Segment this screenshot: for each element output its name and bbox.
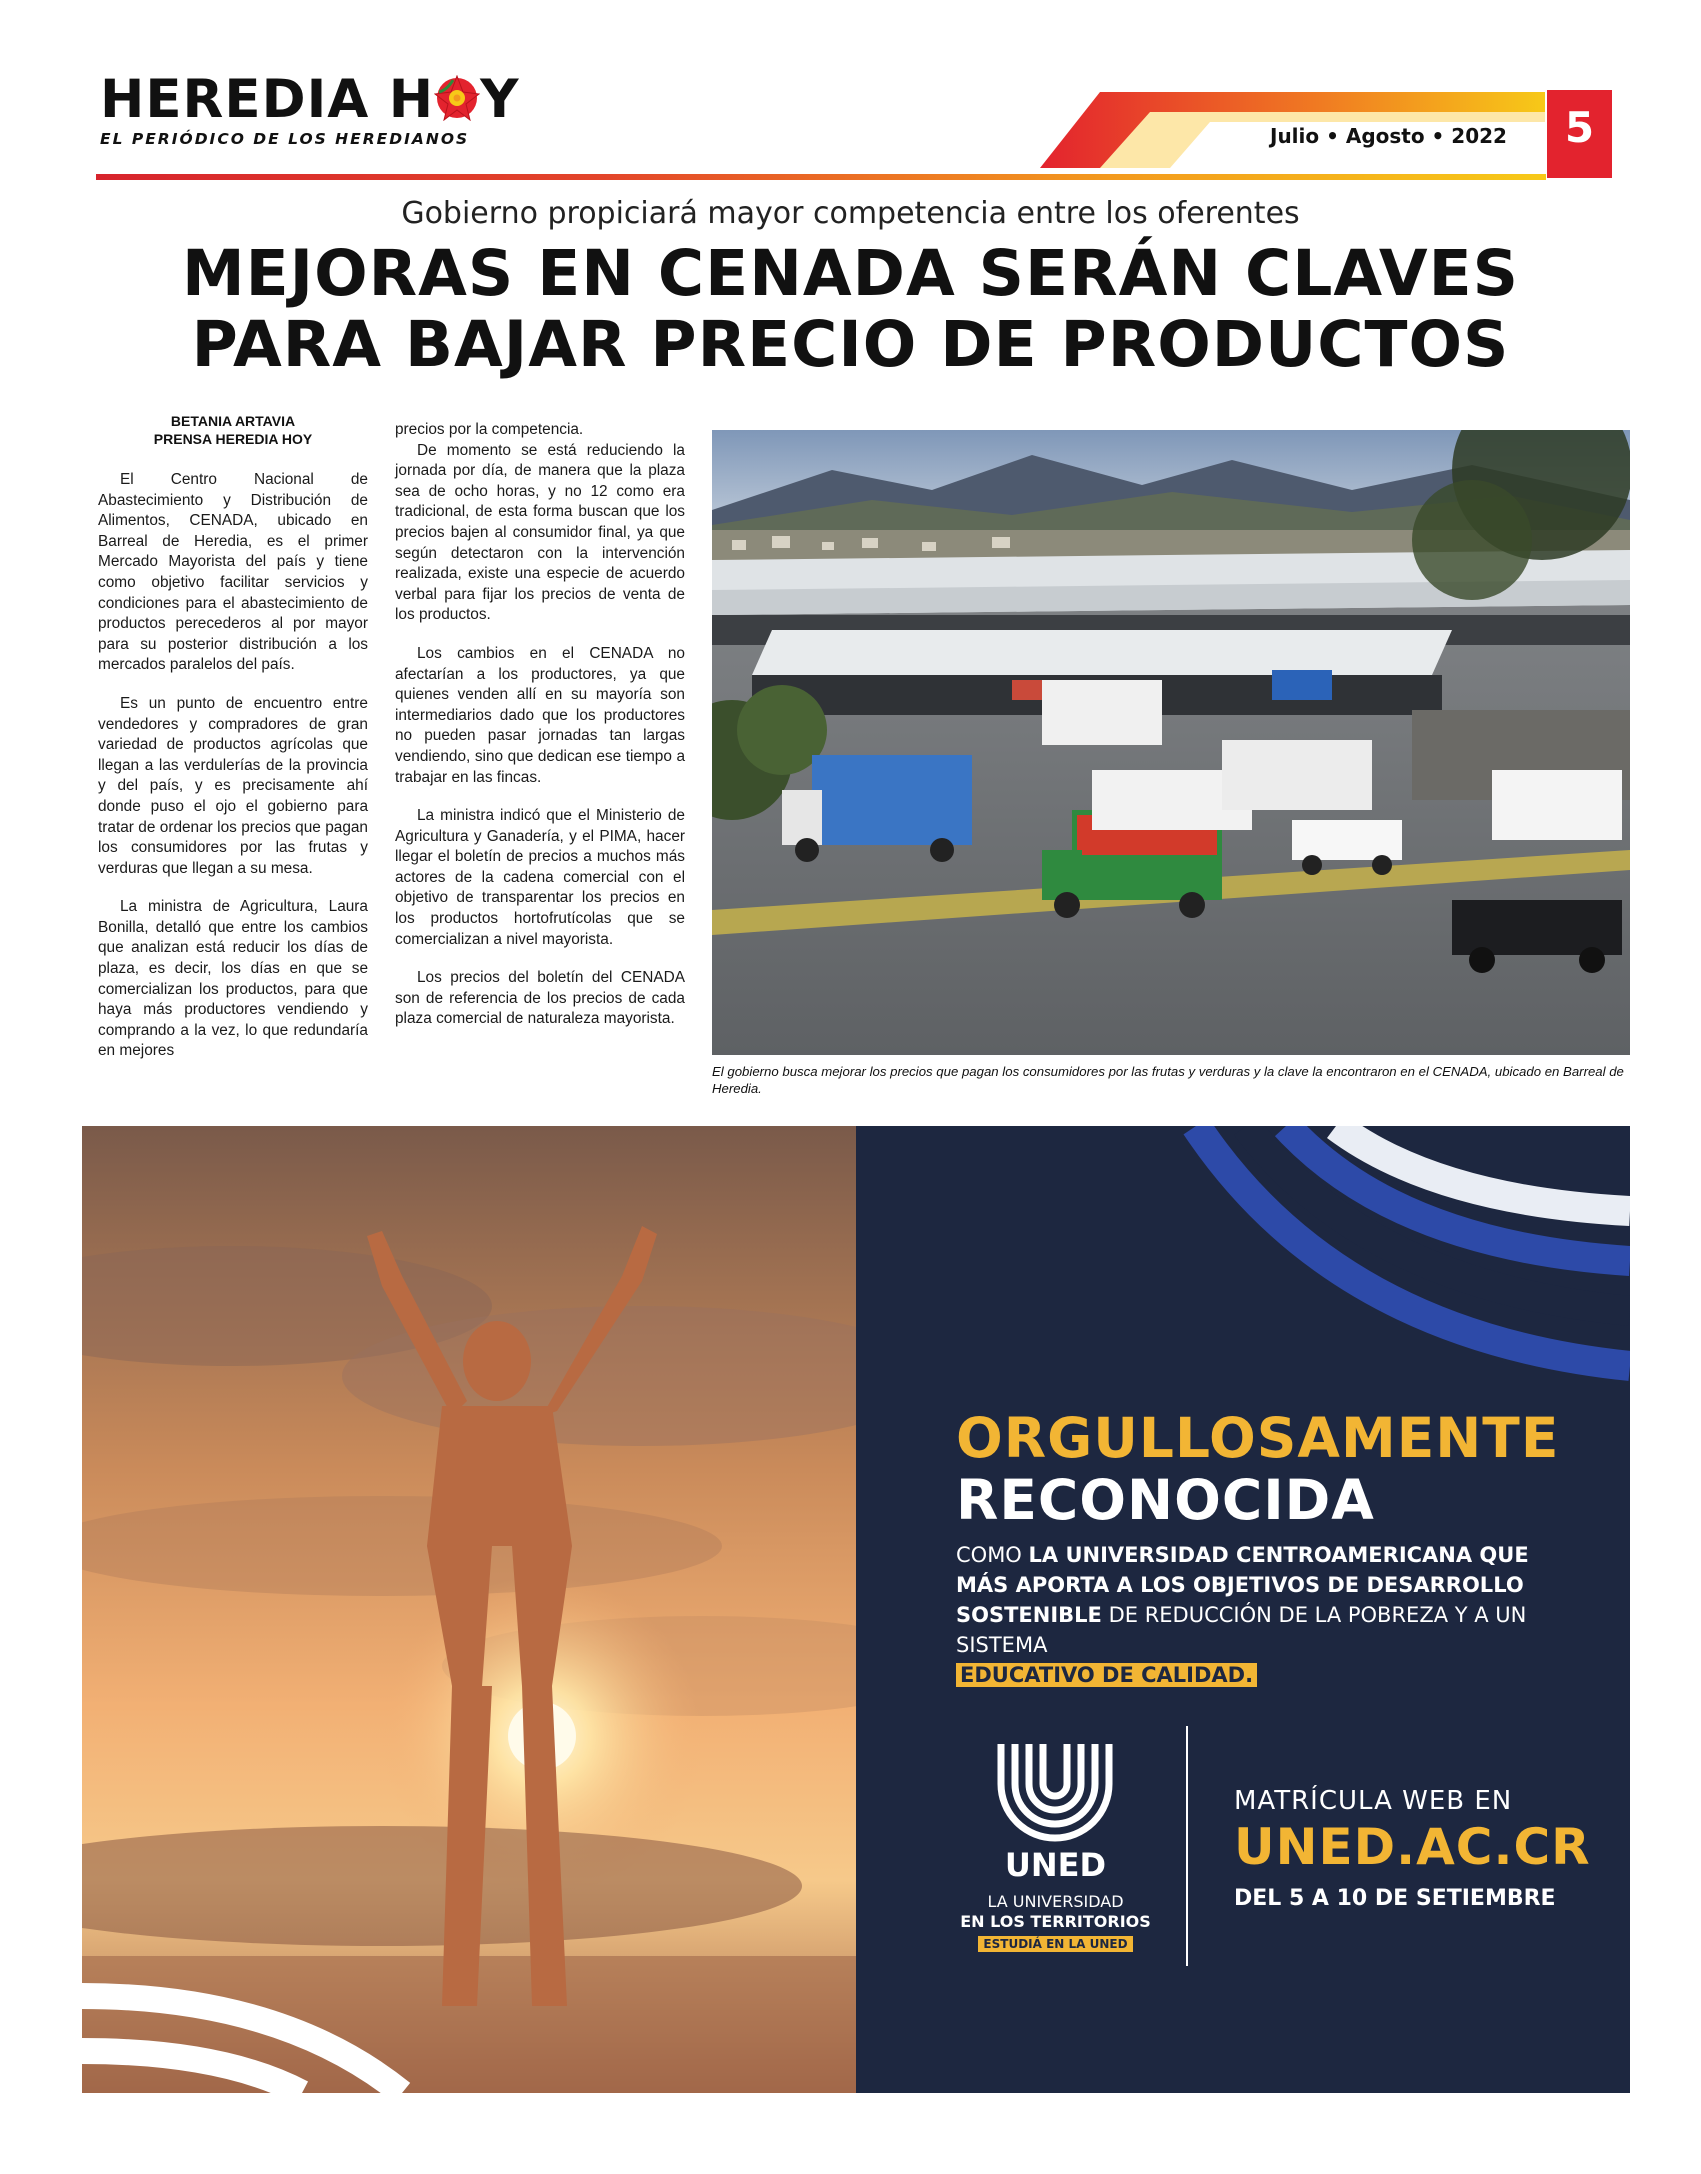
- paragraph: La ministra de Agricultura, Laura Bonilla, detalló que entre los cambios que analizan está reducir los días de plaza, es decir, los días en que se comercializan los productos, para que haya más productores vendiendo y comprando a la vez, lo que redundaría en mejores: [98, 898, 368, 1060]
- ad-sunset-photo: [82, 1126, 856, 2093]
- paragraph: Es un punto de encuentro entre vendedores y compradores de gran variedad de productos agrícolas que llegan a las verdulerías de la provincia y del país, y es precisamente ahí donde puso el ojo el gobierno para tratar de ordenar los precios que pagan los consumidores por las frutas y verduras que llegan a su mesa.: [98, 694, 368, 877]
- headline-line-2: PARA BAJAR PRECIO DE PRODUCTOS: [191, 308, 1510, 381]
- matricula-url: UNED.AC.CR: [1234, 1818, 1591, 1876]
- headline-line-1: MEJORAS EN CENADA SERÁN CLAVES: [181, 237, 1520, 310]
- ad-body-rest: DE REDUCCIÓN DE LA POBREZA Y A UN SISTEMA: [956, 1603, 1527, 1657]
- ad-headline-2: RECONOCIDA: [956, 1468, 1375, 1532]
- byline-org: PRENSA HEREDIA HOY: [153, 431, 313, 447]
- article-headline: [60, 238, 1641, 380]
- uned-advertisement: [82, 1126, 1630, 2093]
- paragraph: El Centro Nacional de Abastecimiento y Distribución de Alimentos, CENADA, ubicado en Barreal de Heredia, es el primer Mercado Mayorista del país y tiene como objetivo facilitar servicios y condiciones para el abastecimiento de productos perecederos al por mayor para su posterior distribución a los mercados paralelos del país.: [98, 471, 368, 674]
- paragraph: De momento se está reduciendo la jornada por día, de manera que la plaza sea de ocho horas, y no 12 como era tradicional, de esta forma buscan que los precios bajen al consumidor final, ya que según detectaron con la intervención realizada, existe una especie de acuerdo verbal para fijar los precios de venta de los productos.: [395, 441, 685, 624]
- masthead-title-end: Y: [480, 69, 520, 130]
- uned-logo-sub-2: EN LOS TERRITORIOS: [960, 1912, 1151, 1931]
- paragraph-continuation: precios por la competencia.: [395, 421, 584, 438]
- masthead: [100, 69, 560, 162]
- ad-text-panel: [856, 1126, 1630, 2093]
- paragraph: Los cambios en el CENADA no afectarían a los productores, ya que quienes venden allí en su mayoría son intermediarios dado que los productores no pueden pasar jornadas tan largas vendiendo, sino que dedican ese tiempo a trabajar en las fincas.: [395, 644, 685, 786]
- uned-logo-tag: ESTUDIÁ EN LA UNED: [978, 1936, 1133, 1952]
- photo-caption: El gobierno busca mejorar los precios que pagan los consumidores por las frutas y verduras y la clave la encontraron en el CENADA, ubicado en Barreal de Heredia.: [712, 1064, 1624, 1096]
- ad-body-como: COMO: [956, 1543, 1029, 1567]
- byline-name: BETANIA ARTAVIA: [170, 413, 296, 429]
- article-column-2: [395, 420, 685, 1030]
- ad-body-text: [956, 1540, 1556, 1690]
- article-column-1: [98, 470, 368, 1062]
- paragraph: La ministra indicó que el Ministerio de Agricultura y Ganadería, y el PIMA, hacer llegar el boletín de precios a muchos más actores de la cadena comercial con el objetivo de transparentar los precios en los productos hortofrutícolas que se comercializan a nivel mayorista.: [395, 807, 685, 948]
- header-rule: [96, 174, 1546, 180]
- issue-date: Julio • Agosto • 2022: [1270, 124, 1507, 148]
- matricula-dates: DEL 5 A 10 DE SETIEMBRE: [1234, 1886, 1556, 1911]
- masthead-title: [100, 69, 560, 130]
- ad-divider: [1186, 1726, 1188, 1966]
- ad-headline-1: ORGULLOSAMENTE: [956, 1406, 1560, 1470]
- uned-logo-name: UNED: [1004, 1846, 1107, 1884]
- flower-logo-icon: [434, 75, 480, 121]
- uned-logo-sub-1: LA UNIVERSIDAD: [987, 1892, 1124, 1911]
- matricula-label: MATRÍCULA WEB EN: [1234, 1786, 1513, 1816]
- masthead-subtitle: EL PERIÓDICO DE LOS HEREDIANOS: [100, 130, 470, 148]
- paragraph: Los precios del boletín del CENADA son de referencia de los precios de cada plaza comercial de naturaleza mayorista.: [395, 969, 685, 1028]
- masthead-title-start: HEREDIA H: [100, 69, 435, 130]
- page-number: 5: [1564, 103, 1595, 152]
- byline: [98, 412, 368, 448]
- article-kicker: Gobierno propiciará mayor competencia entre los oferentes: [401, 196, 1300, 231]
- ad-body-highlight: EDUCATIVO DE CALIDAD.: [956, 1663, 1257, 1687]
- ad-body-bold: LA UNIVERSIDAD CENTROAMERICANA QUE MÁS APORTA A LOS OBJETIVOS DE DESARROLLO SOSTENIBLE: [956, 1543, 1529, 1627]
- cenada-market-photo: [712, 430, 1630, 1055]
